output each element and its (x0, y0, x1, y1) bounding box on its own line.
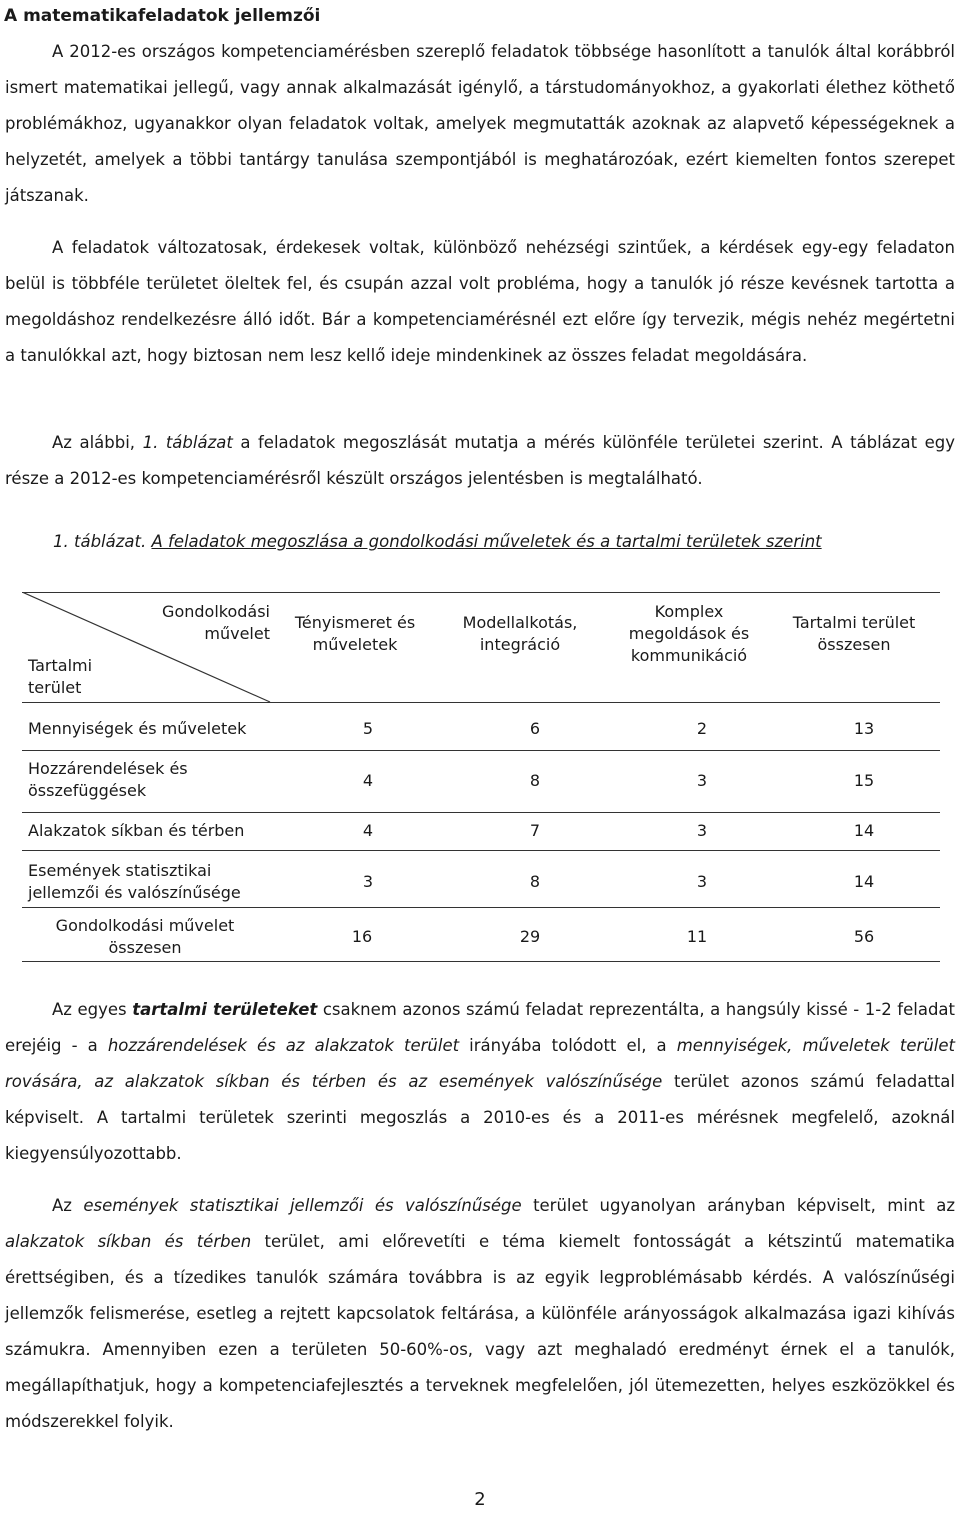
paragraph-tasks: A feladatok változatosak, érdekesek voltak, különböző nehézségi szintűek, a kérdések egy-egy feladaton belül is többféle területet öleltek fel, és csupán azzal volt probléma, hogy a tanulók jó része kevésnek tartotta a megoldáshoz rendelkezésre álló időt. Bár a kompetenciamérésnél ezt előre így tervezik, mégis nehéz megértetni a tanulókkal azt, hogy biztosan nem lesz kellő ideje mindenkinek az összes feladat megoldására. (5, 238, 955, 365)
table-cell: 13 (853, 719, 875, 738)
text-run: irányába tolódott el, a (459, 1036, 677, 1055)
column-header: Modellalkotás, integráció (462, 613, 578, 654)
table-cell: 11 (686, 927, 708, 946)
column-header: Tartalmi terület összesen (792, 613, 916, 654)
table-rule-top (22, 592, 940, 593)
column-header: Komplex megoldások és kommunikáció (628, 602, 750, 665)
text-run: terület, ami előrevetíti e téma kiemelt fontosságát a kétszintű matematika érettségiben, és a tízedikes tanulók számára továbbra is az egyik legproblémásabb kérdés. A valószínűségi jellemzők felismerése, esetleg a rejtett kapcsolatok feltárása, a különféle arányosságok alkalmazása igazi kihívás számukra. Amennyiben ezen a területen 50-60%-os, vagy azt meghaladó eredményt érnek el a tanulók, megállapíthatjuk, hogy a kompetenciafejlesztés a terveknek megfelelően, jól ütemezetten, helyes eszközökkel és módszerekkel folyik. (5, 1232, 955, 1431)
table-rule-row (22, 850, 940, 851)
paragraph-probability (5, 1188, 955, 1440)
paragraph-intro: A 2012-es országos kompetenciamérésben szereplő feladatok többsége hasonlított a tanulók által korábbról ismert matematikai jellegű, vagy annak alkalmazását igénylő, a társtudományokhoz, a gyakorlati élethez köthető problémákhoz, ugyanakkor olyan feladatok voltak, amelyek megmutatták azoknak az alapvető képességeknek a helyzetét, amelyek a többi tantárgy tanulása szempontjából is meghatározóak, ezért kiemelten fontos szerepet játszanak. (5, 42, 955, 205)
emphasis: események statisztikai jellemzői és valószínűsége (83, 1196, 522, 1215)
text-run: terület azonos számú feladattal képviselt. A tartalmi területek szerinti megoszlás a 2010-es és a 2011-es mérésnek megfelelő, azoknál kiegyensúlyozottabb. (5, 1072, 955, 1163)
text-run: a feladatok megoszlását mutatja a mérés különféle területei szerint. A táblázat egy része a 2012-es kompetenciamérésről készült országos jelentésben is megtalálható. (5, 433, 956, 488)
table-rule-header (22, 702, 940, 703)
row-label: Alakzatok síkban és térben (28, 821, 245, 840)
table-cell: 15 (853, 771, 875, 790)
emphasis: mennyiségek, műveletek terület rovására, az alakzatok síkban és térben és az események valószínűsége (5, 1036, 955, 1091)
table-cell: 29 (519, 927, 541, 946)
text-run: terület ugyanolyan arányban képviselt, mint az (521, 1196, 955, 1215)
paragraph-content-areas (5, 992, 955, 1172)
table-rule-bottom (22, 961, 940, 962)
table-cell: 56 (853, 927, 875, 946)
table-cell: 3 (696, 821, 708, 840)
table-rule-row (22, 812, 940, 813)
distribution-table (22, 592, 940, 962)
section-heading: A matematikafeladatok jellemzői (4, 6, 321, 26)
table-cell: 8 (529, 872, 541, 891)
table-rule-row (22, 907, 940, 908)
caption-number: 1. táblázat. (53, 532, 147, 551)
table-cell: 4 (362, 821, 374, 840)
table-cell: 8 (529, 771, 541, 790)
emphasis: hozzárendelések és az alakzatok terület (107, 1036, 460, 1055)
page-number: 2 (474, 1489, 486, 1510)
row-label: Hozzárendelések és összefüggések (28, 759, 188, 800)
row-label: Mennyiségek és műveletek (28, 719, 247, 738)
text-run: Az egyes (52, 1000, 133, 1019)
corner-header-operation: Gondolkodási művelet (162, 602, 270, 643)
emphasis-bold: tartalmi területeket (132, 1000, 318, 1019)
emphasis: alakzatok síkban és térben (5, 1232, 252, 1251)
paragraph-table-intro (5, 425, 955, 497)
caption-title: A feladatok megoszlása a gondolkodási műveletek és a tartalmi területek szerint (151, 532, 822, 551)
table-cell: 2 (696, 719, 708, 738)
table-cell: 3 (696, 771, 708, 790)
row-label: Események statisztikai jellemzői és valószínűsége (28, 861, 241, 902)
table-cell: 16 (351, 927, 373, 946)
table-reference: 1. táblázat (142, 433, 233, 452)
text-run: Az (52, 1196, 84, 1215)
text-run: csaknem azonos számú feladat reprezentálta, a hangsúly kissé - 1-2 feladat erejéig - a (5, 1000, 956, 1055)
column-header: Tényismeret és műveletek (294, 613, 416, 654)
table-cell: 14 (853, 872, 875, 891)
table-caption (53, 527, 822, 557)
table-cell: 3 (696, 872, 708, 891)
text-run: Az alábbi, (52, 433, 143, 452)
table-cell: 5 (362, 719, 374, 738)
table-cell: 6 (529, 719, 541, 738)
table-cell: 3 (362, 872, 374, 891)
table-cell: 4 (362, 771, 374, 790)
table-rule-row (22, 750, 940, 751)
table-cell: 14 (853, 821, 875, 840)
row-label: Gondolkodási művelet összesen (55, 916, 235, 957)
table-cell: 7 (529, 821, 541, 840)
corner-header-content: Tartalmi terület (28, 656, 93, 697)
